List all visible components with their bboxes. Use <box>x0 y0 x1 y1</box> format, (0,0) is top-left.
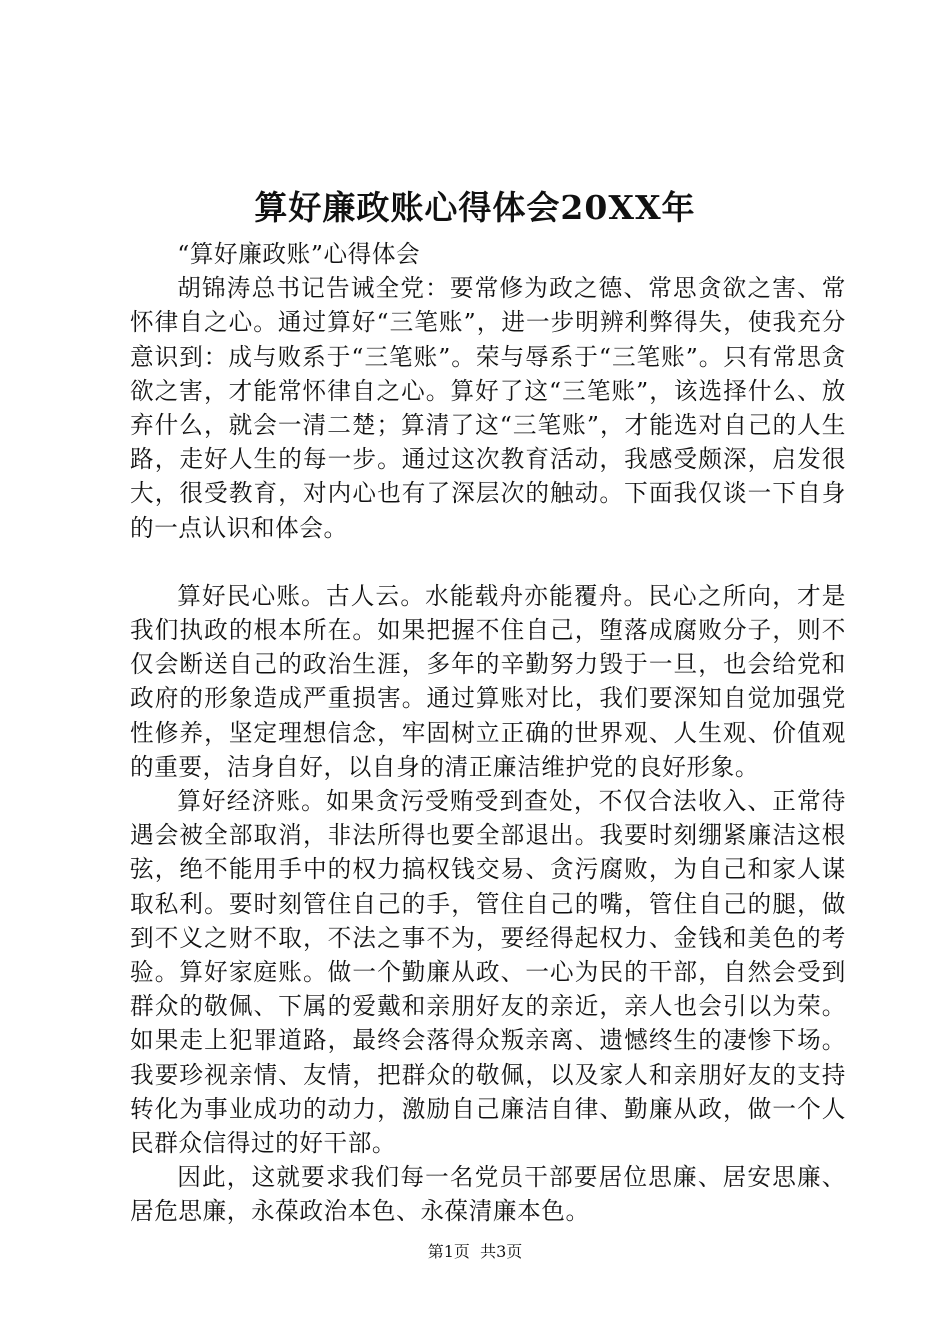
page-total: 共3页 <box>480 1242 523 1261</box>
page-footer <box>0 1242 950 1262</box>
paragraph-intro: 胡锦涛总书记告诫全党：要常修为政之德、常思贪欲之害、常怀律自之心。通过算好“三笔账”，进一步明辨利弊得失，使我充分意识到：成与败系于“三笔账”。荣与辱系于“三笔账”。只有常思贪欲之害，才能常怀律自之心。算好了这“三笔账”，该选择什么、放弃什么，就会一清二楚；算清了这“三笔账”，才能选对自己的人生路，走好人生的每一步。通过这次教育活动，我感受颇深，启发很大，很受教育，对内心也有了深层次的触动。下面我仅谈一下自身的一点认识和体会。 <box>130 274 846 542</box>
page-number: 第1页 <box>427 1242 470 1261</box>
paragraph-subtitle: “算好廉政账”心得体会 <box>177 240 421 268</box>
paragraph-jingji: 算好经济账。如果贪污受贿受到查处，不仅合法收入、正常待遇会被全部取消，非法所得也要全部退出。我要时刻绷紧廉洁这根弦，绝不能用手中的权力搞权钱交易、贪污腐败，为自己和家人谋取私利。要时刻管住自己的手，管住自己的嘴，管住自己的腿，做到不义之财不取，不法之事不为，要经得起权力、金钱和美色的考验。算好家庭账。做一个勤廉从政、一心为民的干部，自然会受到群众的敬佩、下属的爱戴和亲朋好友的亲近，亲人也会引以为荣。如果走上犯罪道路，最终会落得众叛亲离、遗憾终生的凄惨下场。我要珍视亲情、友情，把群众的敬佩，以及家人和亲朋好友的支持转化为事业成功的动力，激励自己廉洁自律、勤廉从政，做一个人民群众信得过的好干部。 <box>130 787 846 1158</box>
paragraph-minxin: 算好民心账。古人云。水能载舟亦能覆舟。民心之所向，才是我们执政的根本所在。如果把握不住自己，堕落成腐败分子，则不仅会断送自己的政治生涯，多年的辛勤努力毁于一旦，也会给党和政府的形象造成严重损害。通过算账对比，我们要深知自觉加强党性修养，坚定理想信念，牢固树立正确的世界观、人生观、价值观的重要，洁身自好，以自身的清正廉洁维护党的良好形象。 <box>130 581 846 781</box>
document-title: 算好廉政账心得体会20XX年 <box>254 188 696 227</box>
paragraph-conclusion: 因此，这就要求我们每一名党员干部要居位思廉、居安思廉、居危思廉，永葆政治本色、永葆清廉本色。 <box>130 1163 846 1226</box>
document-body <box>130 237 846 1229</box>
